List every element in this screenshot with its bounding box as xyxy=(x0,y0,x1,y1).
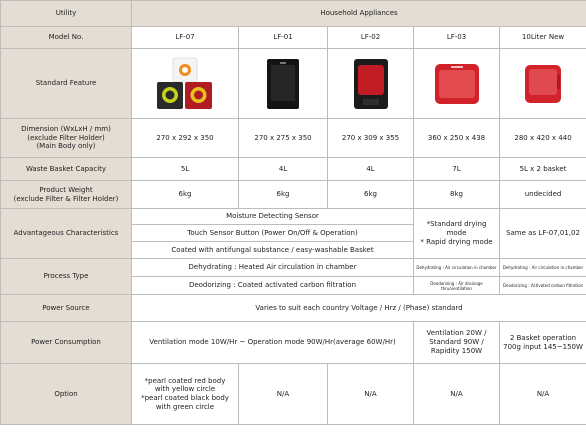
red-10liter-dryer-image xyxy=(519,61,567,107)
model-cell: LF-02 xyxy=(328,27,414,49)
weight-cell: 6kg xyxy=(132,181,239,209)
advantage-shared: Coated with antifungal substance / easy-washable Basket xyxy=(132,242,414,259)
food-dryer-trio-image xyxy=(153,56,217,112)
model-cell: LF-07 xyxy=(132,27,239,49)
basket-cell: 7L xyxy=(414,158,500,181)
process-label: Process Type xyxy=(1,259,132,295)
household-header: Household Appliances xyxy=(132,1,586,27)
power-source-label: Power Source xyxy=(1,295,132,322)
option-cell: N/A xyxy=(414,364,500,425)
weight-cell: undecided xyxy=(500,181,586,209)
basket-cell: 5L x 2 basket xyxy=(500,158,586,181)
model-cell: LF-03 xyxy=(414,27,500,49)
product-image-lf07 xyxy=(132,49,239,119)
advantage-shared: Touch Sensor Button (Power On/Off & Operation) xyxy=(132,225,414,242)
power-consumption-label: Power Consumption xyxy=(1,322,132,364)
red-black-dryer-image xyxy=(349,57,393,111)
process-new: Deodorizing : Activated carbon filtration xyxy=(500,277,586,295)
product-image-lf02 xyxy=(328,49,414,119)
option-cell: N/A xyxy=(328,364,414,425)
option-cell: N/A xyxy=(239,364,328,425)
product-image-lf03 xyxy=(414,49,500,119)
advantage-shared: Moisture Detecting Sensor xyxy=(132,209,414,225)
dimension-label: Dimension (WxLxH / mm) (exclude Filter Holder) (Main Body only) xyxy=(1,119,132,158)
red-dryer-image xyxy=(431,60,483,108)
weight-cell: 6kg xyxy=(239,181,328,209)
power-consumption-lf03: Ventilation 20W / Standard 90W / Rapidity 150W xyxy=(414,322,500,364)
basket-cell: 5L xyxy=(132,158,239,181)
basket-cell: 4L xyxy=(328,158,414,181)
black-dryer-image xyxy=(263,57,303,111)
model-label: Model No. xyxy=(1,27,132,49)
product-image-10liter xyxy=(500,49,586,119)
option-label: Option xyxy=(1,364,132,425)
weight-cell: 8kg xyxy=(414,181,500,209)
utility-header: Utility xyxy=(1,1,132,27)
power-consumption-shared: Ventilation mode 10W/Hr ~ Operation mode 90W/Hr(average 60W/Hr) xyxy=(132,322,414,364)
process-shared: Deodorizing : Coated activated carbon filtration xyxy=(132,277,414,295)
dimension-cell: 280 x 420 x 440 xyxy=(500,119,586,158)
process-lf03: Dehydrating : Air circulation in chamber xyxy=(414,259,500,277)
power-source-value: Varies to suit each country Voltage / Hrz / (Phase) standard xyxy=(132,295,586,322)
dimension-cell: 270 x 275 x 350 xyxy=(239,119,328,158)
weight-cell: 6kg xyxy=(328,181,414,209)
feature-label: Standard Feature xyxy=(1,49,132,119)
basket-cell: 4L xyxy=(239,158,328,181)
advantage-new: Same as LF-07,01,02 xyxy=(500,209,586,259)
dimension-cell: 270 x 292 x 350 xyxy=(132,119,239,158)
power-consumption-new: 2 Basket operation 700g input 145~150W xyxy=(500,322,586,364)
model-cell: 10Liter New xyxy=(500,27,586,49)
dimension-cell: 360 x 250 x 438 xyxy=(414,119,500,158)
model-cell: LF-01 xyxy=(239,27,328,49)
process-shared: Dehydrating : Heated Air circulation in chamber xyxy=(132,259,414,277)
dimension-cell: 270 x 309 x 355 xyxy=(328,119,414,158)
product-image-lf01 xyxy=(239,49,328,119)
process-new: Dehydrating : Air circulation in chamber xyxy=(500,259,586,277)
weight-label: Product Weight (exclude Filter & Filter Holder) xyxy=(1,181,132,209)
option-cell: N/A xyxy=(500,364,586,425)
process-lf03: Deodorizing : Air drainage thru/ventilation xyxy=(414,277,500,295)
advantage-label: Advantageous Characteristics xyxy=(1,209,132,259)
option-lf07: *pearl coated red body with yellow circle *pearl coated black body with green circle xyxy=(132,364,239,425)
advantage-lf03: *Standard drying mode * Rapid drying mode xyxy=(414,209,500,259)
basket-label: Waste Basket Capacity xyxy=(1,158,132,181)
